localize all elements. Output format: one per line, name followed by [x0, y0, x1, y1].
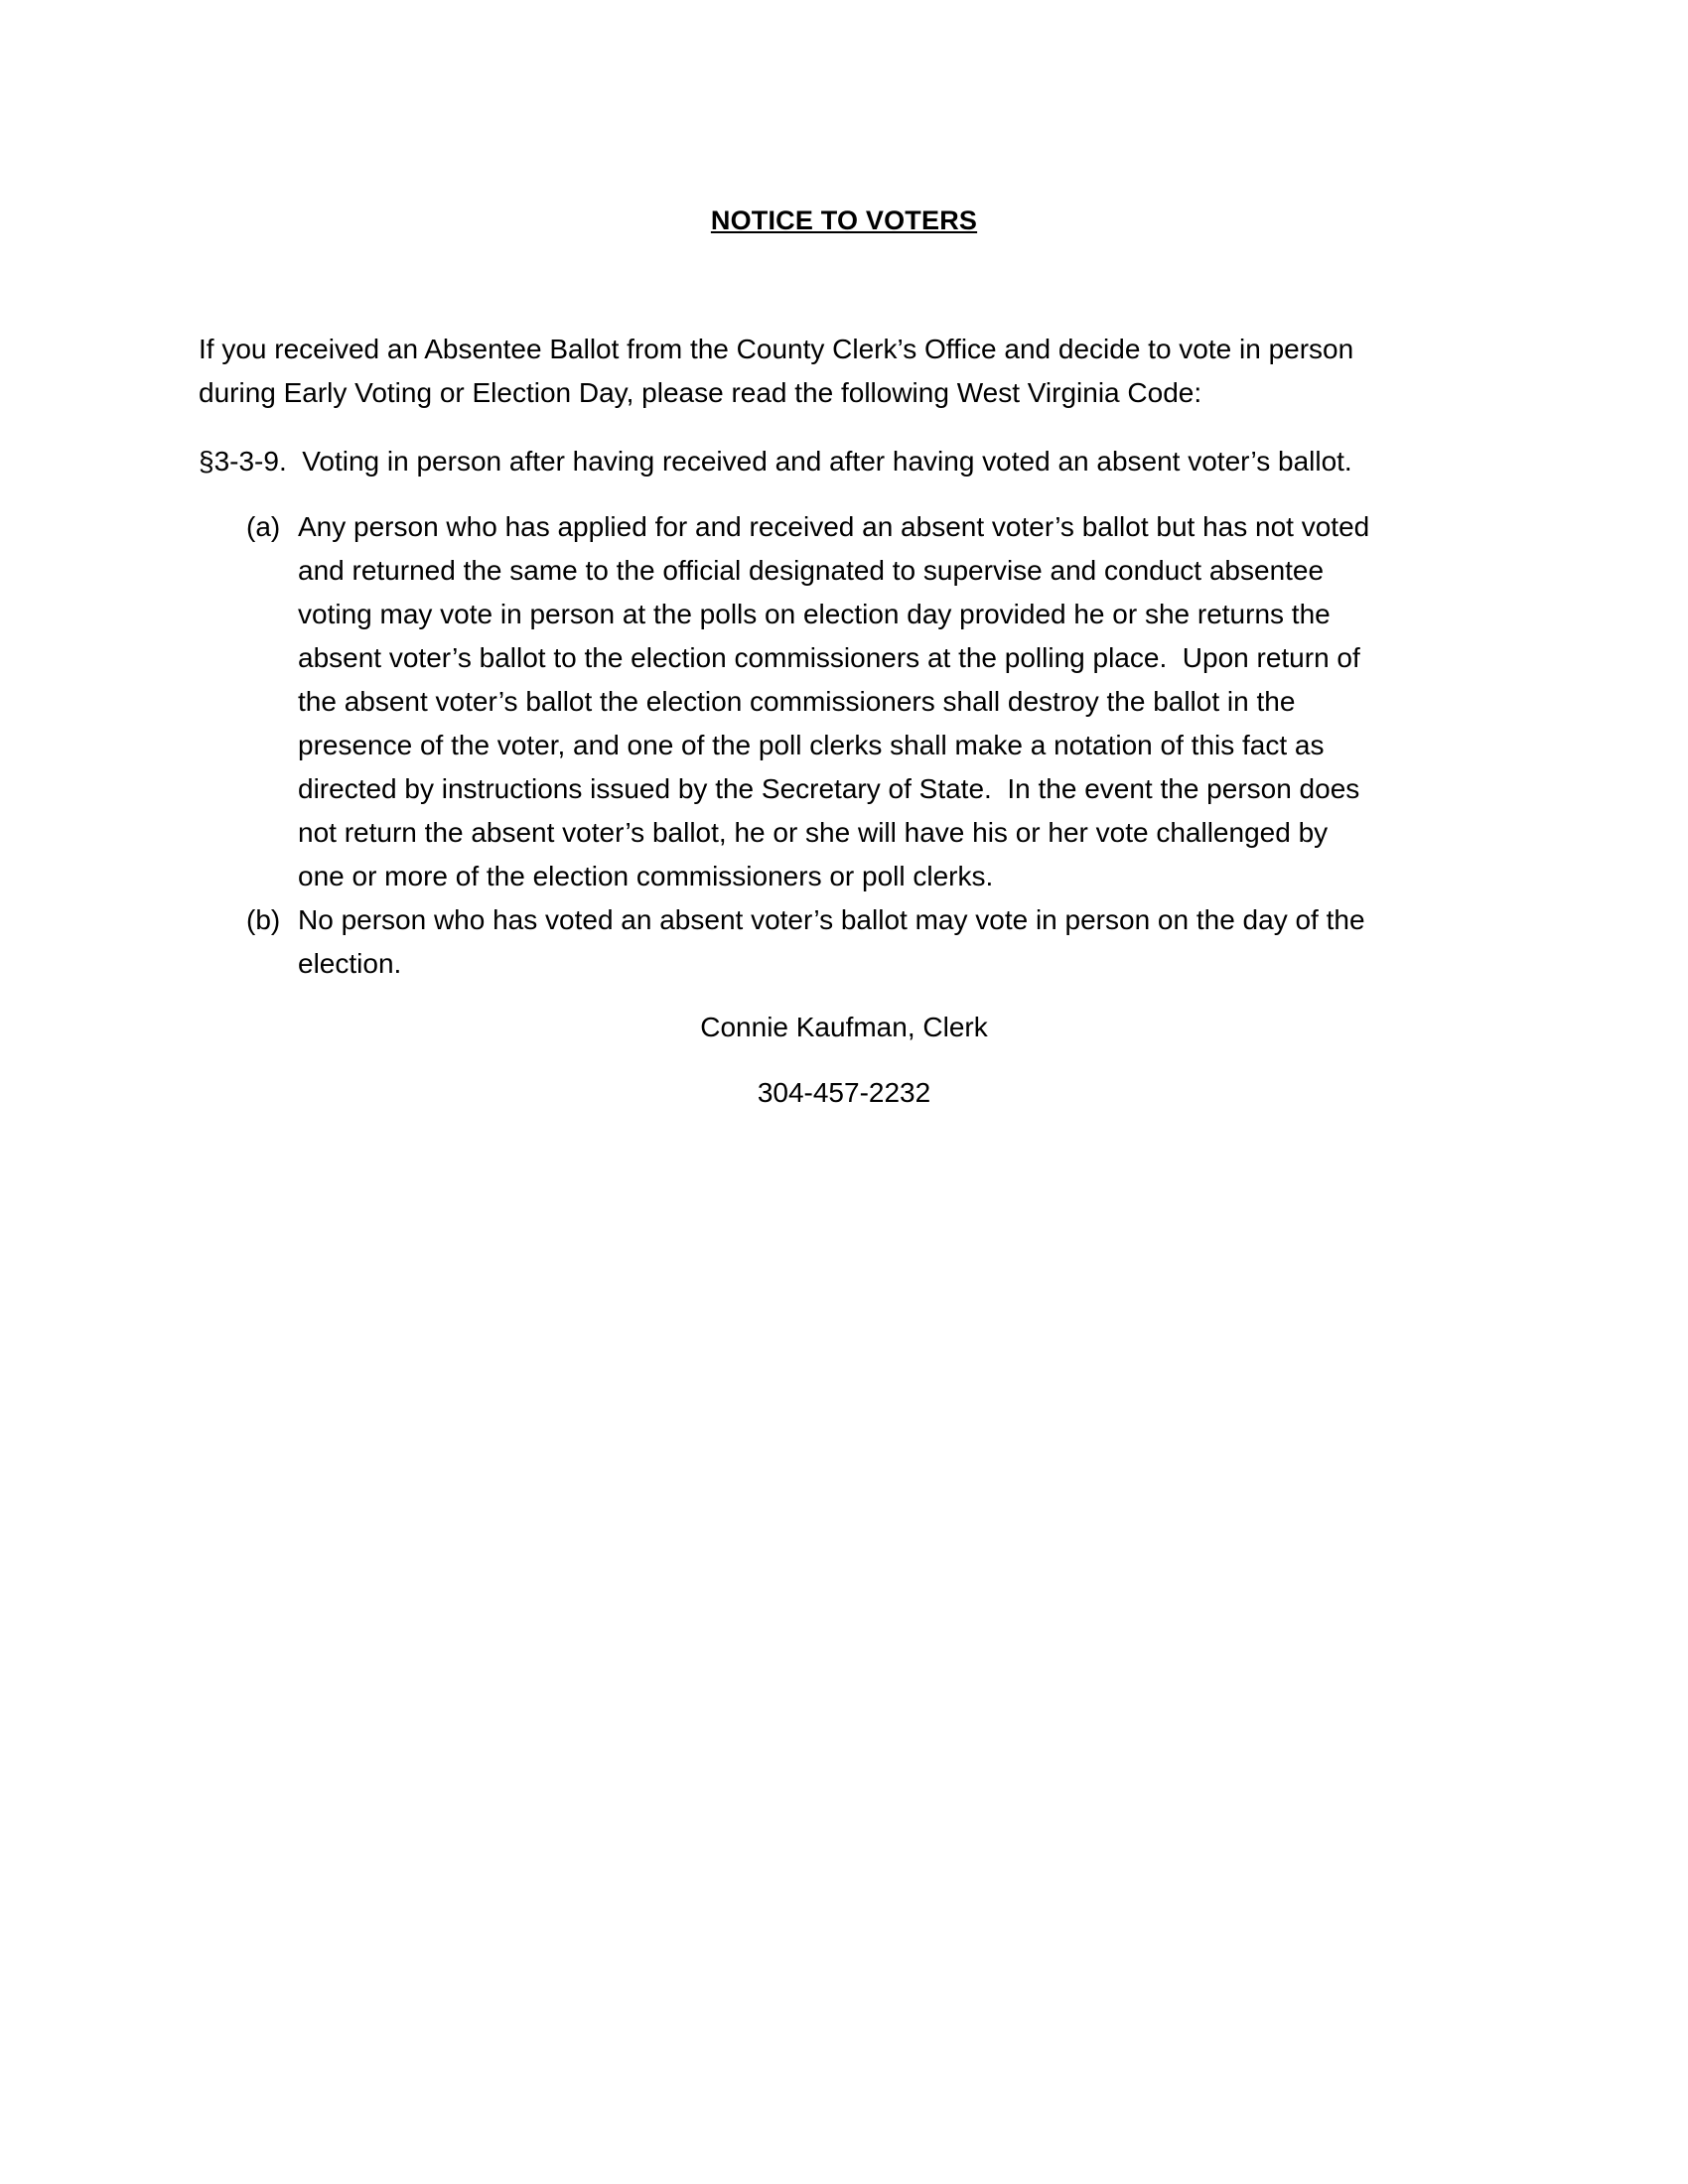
list-item-line: No person who has voted an absent voter’s ballot may vote in person on the day of the	[298, 904, 1365, 935]
list-item-line: voting may vote in person at the polls on election day provided he or she returns the	[298, 599, 1331, 629]
list-item-marker: (b)	[246, 904, 281, 935]
list-item-line: the absent voter’s ballot the election commissioners shall destroy the ballot in the	[298, 686, 1296, 717]
intro-line: during Early Voting or Election Day, please read the following West Virginia Code:	[199, 377, 1202, 408]
list-item-text	[298, 898, 1489, 986]
list-item-line: absent voter’s ballot to the election commissioners at the polling place. Upon return of	[298, 642, 1360, 673]
list-item-line: and returned the same to the official designated to supervise and conduct absentee	[298, 555, 1325, 586]
list-item	[246, 898, 1487, 986]
list-item-line: not return the absent voter’s ballot, he or she will have his or her vote challenged by	[298, 817, 1329, 848]
list-item-line: election.	[298, 948, 402, 979]
intro-line: If you received an Absentee Ballot from the County Clerk’s Office and decide to vote in person	[199, 334, 1354, 364]
intro-paragraph	[199, 328, 1489, 415]
list-item	[246, 505, 1487, 898]
clerk-phone-number: 304-457-2232	[757, 1077, 931, 1108]
list-item-line: directed by instructions issued by the Secretary of State. In the event the person does	[298, 773, 1360, 804]
list-item-text	[298, 505, 1489, 898]
page-title: NOTICE TO VOTERS	[710, 205, 978, 235]
list-item-line: presence of the voter, and one of the poll clerks shall make a notation of this fact as	[298, 730, 1325, 760]
list-item-line: one or more of the election commissioners or poll clerks.	[298, 861, 994, 891]
code-section-heading: §3-3-9. Voting in person after having received and after having voted an absent voter’s ballot.	[199, 446, 1352, 477]
clerk-signature: Connie Kaufman, Clerk	[700, 1012, 988, 1042]
list-item-marker: (a)	[246, 511, 281, 542]
list-item-line: Any person who has applied for and received an absent voter’s ballot but has not voted	[298, 511, 1370, 542]
